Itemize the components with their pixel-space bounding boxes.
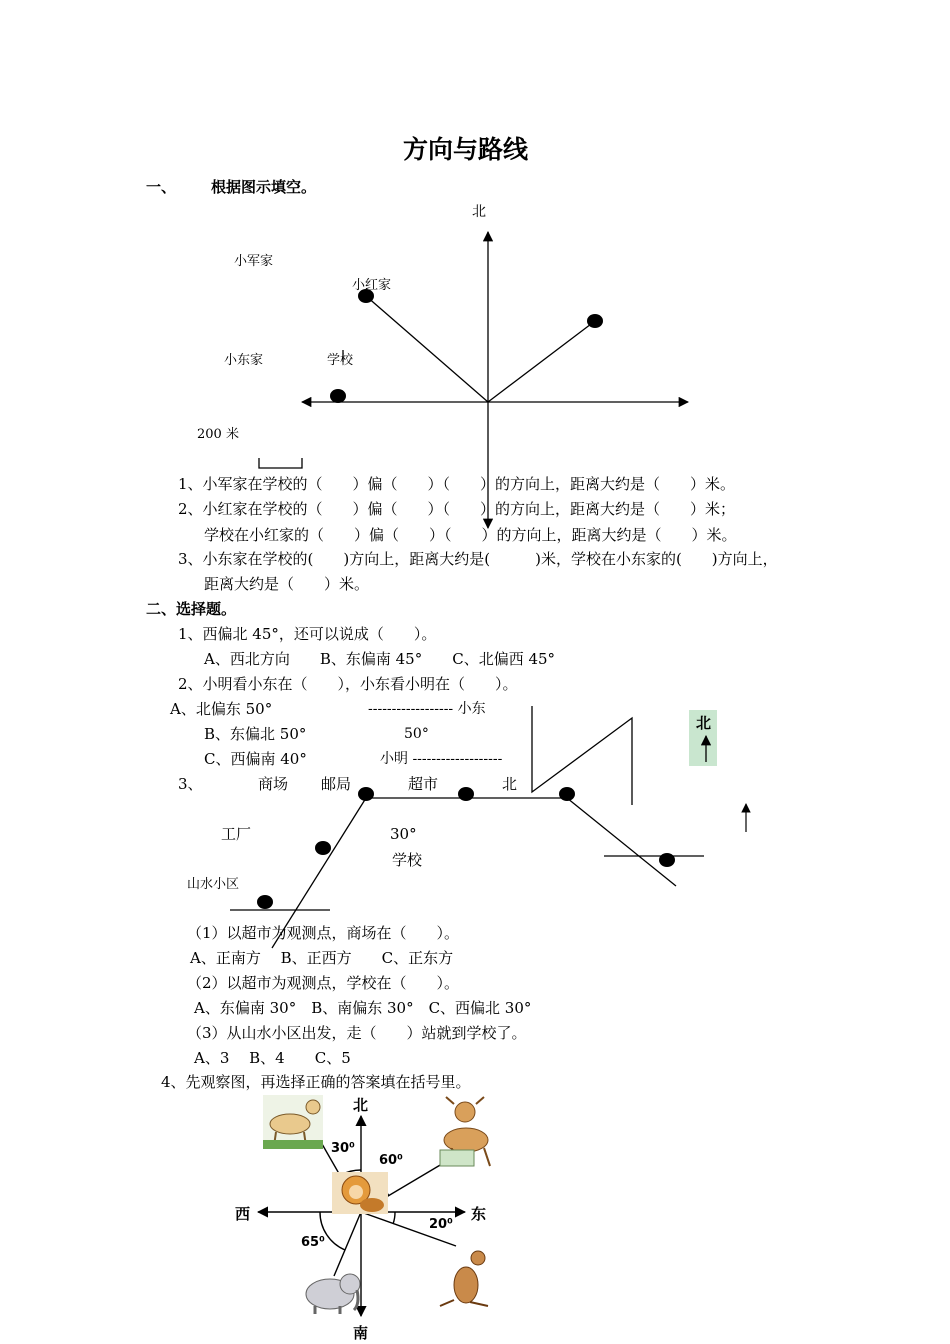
monkey-picture: [332, 1172, 388, 1214]
route-label-north: 北: [502, 775, 518, 793]
compass-south: 南: [353, 1324, 369, 1342]
part2-heading: 二、选择题。: [146, 600, 237, 618]
part2-q3-number: 3、: [178, 775, 203, 793]
q2-angle-label: 50°: [404, 726, 429, 742]
part1-q2b: 学校在小红家的（ ）偏（ ）（ ）的方向上，距离大约是（ ）米。: [204, 526, 737, 544]
map1-line-ne: [488, 321, 595, 402]
part1-q3: 3、小东家在学校的( )方向上，距离大约是( )米，学校在小东家的( )方向上，: [178, 550, 778, 568]
deer-picture: [440, 1097, 490, 1166]
map1-line-xiaohong: [366, 296, 488, 402]
elephant-picture: [306, 1274, 360, 1314]
part2-q2: 2、小明看小东在（ ），小东看小明在（ ）。: [178, 675, 518, 693]
part1-heading-number: 一、: [146, 178, 177, 196]
compass-angle-30: 30⁰: [331, 1141, 355, 1156]
route-label-factory: 工厂: [221, 825, 252, 843]
part2-q3-3-options: A、3 B、4 C、5: [194, 1049, 351, 1067]
part1-q2: 2、小红家在学校的（ ）偏（ ）（ ）的方向上，距离大约是（ ）米；: [178, 500, 736, 518]
part1-heading: 根据图示填空。: [211, 178, 317, 196]
point-ne: [587, 314, 603, 328]
station-supermarket: [559, 787, 575, 801]
route-stations: [257, 787, 675, 909]
north-box-label: 北: [696, 714, 712, 732]
q2-angle-figure: [532, 706, 632, 805]
part1-q1: 1、小军家在学校的（ ）偏（ ）（ ）的方向上，距离大约是（ ）米。: [178, 475, 736, 493]
compass-north: 北: [353, 1096, 369, 1114]
part2-q3-3: （3）从山水小区出发，走（ ）站就到学校了。: [187, 1024, 527, 1042]
label-xiaohong: 小红家: [352, 278, 392, 293]
compass-east: 东: [471, 1205, 487, 1223]
part2-q2-option-a: A、北偏东 50°: [170, 700, 273, 718]
part2-q1: 1、西偏北 45°，还可以说成（ ）。: [178, 625, 437, 643]
route-label-post: 邮局: [321, 775, 352, 793]
q2-dash-bottom: 小明 -------------------: [380, 751, 503, 767]
scale-bar: [259, 458, 302, 468]
part2-q3-2: （2）以超市为观测点，学校在（ ）。: [187, 974, 460, 992]
q2-dash-top: ------------------ 小东: [368, 701, 486, 717]
route-label-angle: 30°: [390, 825, 417, 843]
station-factory: [315, 841, 331, 855]
kangaroo-picture: [440, 1251, 488, 1306]
route-label-school: 学校: [392, 851, 423, 869]
page-title: 方向与路线: [403, 135, 529, 164]
station-post: [458, 787, 474, 801]
part2-q3-1-options: A、正南方 B、正西方 C、正东方: [190, 949, 454, 967]
route-label-supermarket: 超市: [408, 775, 439, 793]
label-scale: 200 米: [197, 427, 239, 442]
part2-q2-option-c: C、西偏南 40°: [204, 750, 307, 768]
compass-west: 西: [235, 1205, 251, 1223]
route-label-mall: 商场: [258, 775, 289, 793]
part2-q3-1: （1）以超市为观测点，商场在（ ）。: [187, 924, 460, 942]
station-mall: [358, 787, 374, 801]
label-xiaodong: 小东家: [224, 353, 264, 368]
map1-north-label: 北: [472, 204, 486, 220]
route-label-community: 山水小区: [187, 877, 240, 892]
label-school: 学校: [327, 353, 354, 368]
part2-q1-options: A、西北方向 B、东偏南 45° C、北偏西 45°: [204, 650, 556, 668]
goat-picture: [263, 1095, 323, 1149]
point-west: [330, 389, 346, 403]
compass-angle-60: 60⁰: [379, 1153, 403, 1168]
part2-q4: 4、先观察图，再选择正确的答案填在括号里。: [161, 1073, 471, 1091]
station-school: [659, 853, 675, 867]
compass-angle-20: 20⁰: [429, 1217, 453, 1232]
part2-q2-option-b: B、东偏北 50°: [204, 725, 307, 743]
part2-q3-2-options: A、东偏南 30° B、南偏东 30° C、西偏北 30°: [194, 999, 532, 1017]
compass-angle-65: 65⁰: [301, 1235, 325, 1250]
label-xiaojun: 小军家: [234, 254, 274, 269]
station-community: [257, 895, 273, 909]
part1-q3b: 距离大约是（ ）米。: [204, 575, 370, 593]
